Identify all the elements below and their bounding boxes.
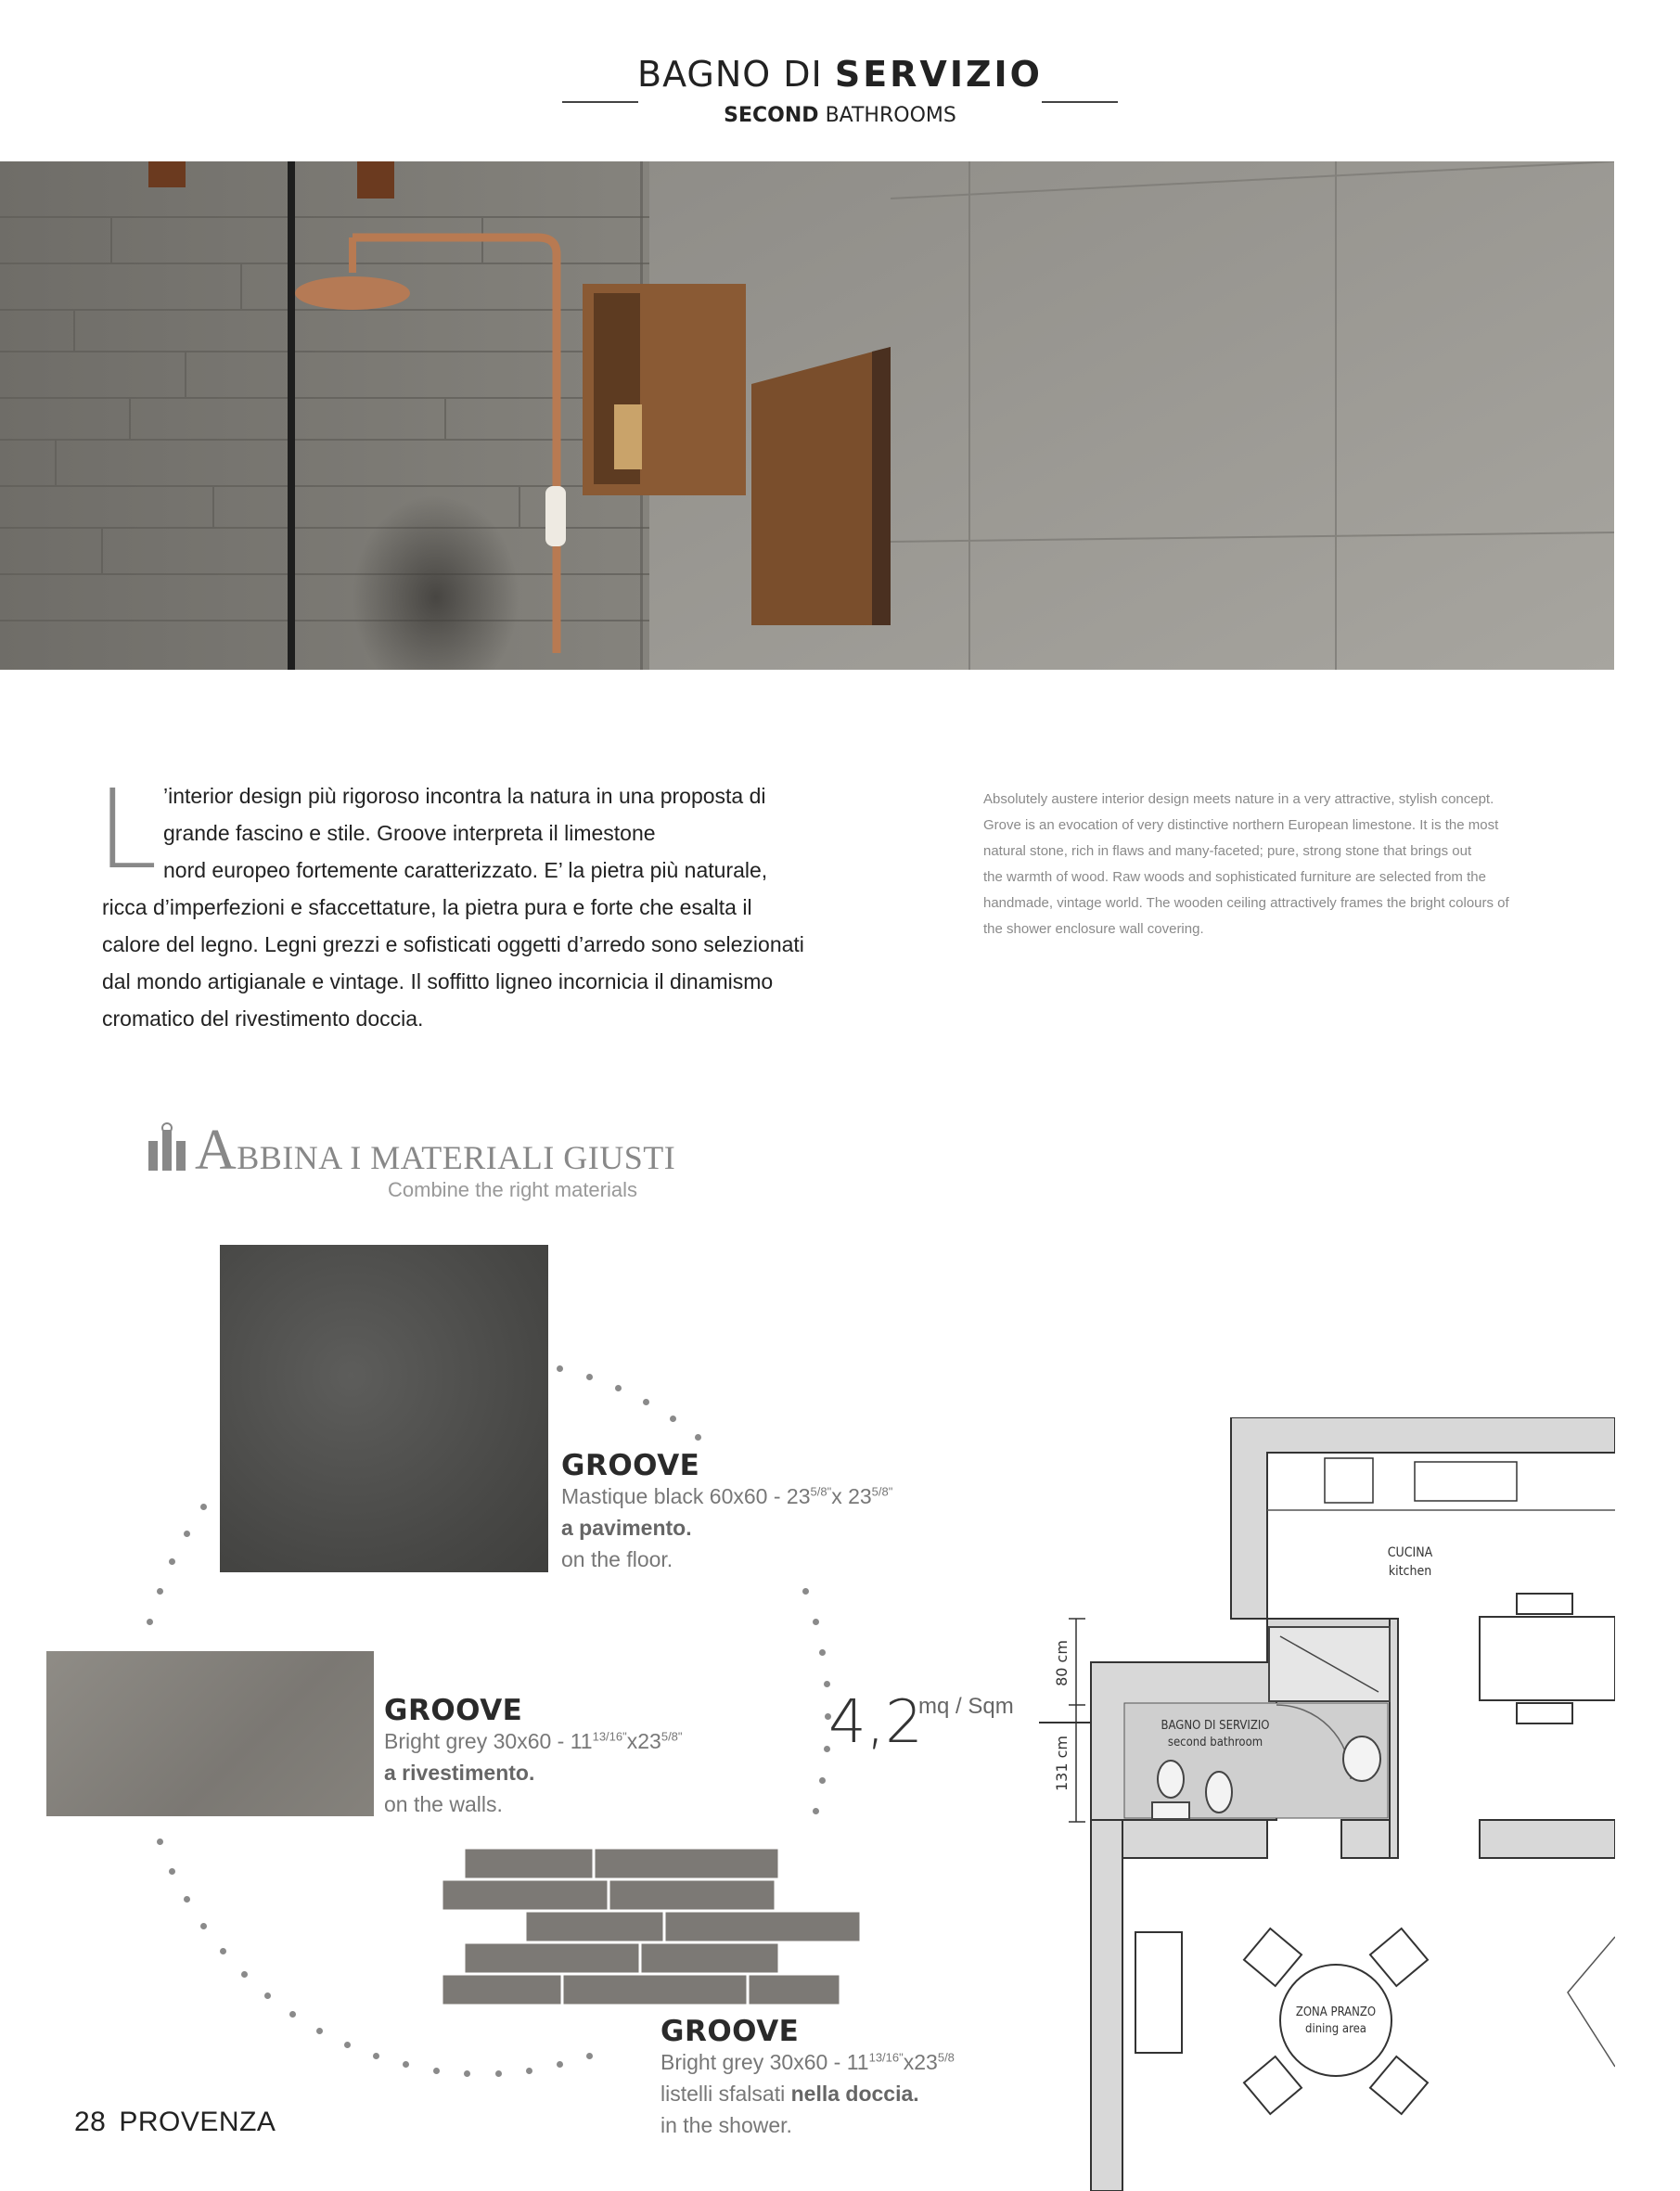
ring-dot (526, 2068, 532, 2074)
english-intro-text (983, 787, 1558, 942)
ring-dot (157, 1839, 163, 1845)
floor-plan (1048, 1417, 1615, 2191)
material-3-spec: Bright grey $30x60 - 11^{13/16"}x23^{5/8}$ (660, 2050, 955, 2074)
it-line-3: nord europeo fortemente caratterizzato. E’ la pietra più naturale, (163, 858, 768, 882)
ring-dot (433, 2068, 440, 2074)
it-line-1: ’interior design più rigoroso incontra la natura in una proposta di (163, 784, 766, 808)
shower-photo-illustration (0, 161, 1614, 670)
material-3-use-en: in the shower. (660, 2113, 792, 2137)
tile-listelli-shower (442, 1848, 861, 2015)
ring-dot (670, 1416, 676, 1422)
ring-dot (200, 1504, 207, 1510)
ring-dot (557, 1365, 563, 1372)
ring-dot (824, 1681, 830, 1687)
page-footer (74, 2107, 276, 2138)
en-line-4: the warmth of wood. Raw woods and sophisticated furniture are selected from the (983, 869, 1486, 885)
dining-label-en: dining area (1305, 2022, 1366, 2036)
it-line-6: dal mondo artigianale e vintage. Il soffitto ligneo incornicia il dinamismo (102, 969, 774, 993)
material-2-name: GROOVE (384, 1694, 523, 1727)
ring-dot (147, 1619, 153, 1625)
ring-dot (802, 1588, 809, 1595)
page-subtitle: SECOND BATHROOMS (724, 104, 956, 127)
material-1-use: a pavimento. (561, 1516, 692, 1540)
bathroom-label-en: second bathroom (1167, 1736, 1263, 1749)
ring-dot (615, 1385, 622, 1391)
ring-dot (586, 1374, 593, 1380)
ring-dot (557, 2061, 563, 2068)
material-1-spec: Mastique black $60x60 - 23^{5/8"}x$ $23^{5/8"}$ (561, 1484, 893, 1508)
ring-dot (184, 1896, 190, 1903)
ring-dot (264, 1992, 271, 1999)
ring-dot (241, 1971, 248, 1978)
abbina-subheading: Combine the right materials (388, 1178, 638, 1201)
dimension-131cm: 131 cm (1053, 1735, 1071, 1792)
ring-dot (344, 2042, 351, 2048)
ring-dot (819, 1777, 826, 1784)
material-1-use-en: on the floor. (561, 1547, 673, 1571)
ring-dot (220, 1948, 226, 1954)
material-2-use-en: on the walls. (384, 1792, 503, 1816)
material-2-spec: Bright grey $30x60 - 11^{13/16"}x23^{5/8"}$ (384, 1729, 683, 1753)
en-line-6: the shower enclosure wall covering. (983, 921, 1204, 937)
kitchen-label-en: kitchen (1388, 1564, 1432, 1579)
italian-intro-text (102, 777, 807, 1037)
ring-dot (403, 2061, 409, 2068)
material-3-use: listelli sfalsati nella doccia. (660, 2082, 919, 2106)
ring-dot (643, 1399, 649, 1405)
en-line-2: Grove is an evocation of very distinctive northern European limestone. It is the most (983, 817, 1499, 833)
ring-dot (586, 2053, 593, 2059)
tile-mastique-black (220, 1245, 548, 1572)
ring-dot (169, 1868, 175, 1875)
dropcap-letter: L (96, 765, 158, 893)
kitchen-label: CUCINA (1387, 1545, 1433, 1560)
ring-dot (819, 1649, 826, 1656)
it-line-5: calore del legno. Legni grezzi e sofisticati oggetti d’arredo sono selezionati (102, 932, 804, 956)
dining-label: ZONA PRANZO (1295, 2005, 1377, 2019)
area-value: 4,2 (828, 1688, 923, 1757)
ring-dot (495, 2070, 502, 2077)
footer-label: PROVENZA (119, 2107, 276, 2137)
clothespin-icon (147, 1122, 187, 1172)
shower-photo (0, 161, 1614, 670)
bathroom-label: BAGNO DI SERVIZIO (1161, 1719, 1270, 1733)
ring-dot (813, 1808, 819, 1814)
header-rule-right (1042, 101, 1118, 103)
ring-dot (200, 1923, 207, 1929)
it-line-7: cromatico del rivestimento doccia. (102, 1006, 424, 1031)
ring-dot (184, 1531, 190, 1537)
en-line-5: handmade, vintage world. The wooden ceiling attractively frames the bright colours of (983, 895, 1509, 911)
abbina-heading: ABBINA I MATERIALI GIUSTI (195, 1119, 676, 1182)
it-line-4: ricca d’imperfezioni e sfaccettature, la pietra pura e forte che esalta il (102, 895, 752, 919)
ring-dot (157, 1588, 163, 1595)
ring-dot (169, 1558, 175, 1565)
ring-dot (316, 2028, 323, 2034)
en-line-1: Absolutely austere interior design meets nature in a very attractive, stylish concept. (983, 791, 1494, 807)
ring-dot (289, 2011, 296, 2018)
ring-dot (695, 1434, 701, 1441)
tile-bright-grey (46, 1651, 374, 1816)
ring-dot (813, 1619, 819, 1625)
page-title: BAGNO DI SERVIZIO (637, 54, 1043, 95)
ring-dot (464, 2070, 470, 2077)
page-number: 28 (74, 2107, 107, 2137)
dimension-80cm: 80 cm (1053, 1640, 1071, 1686)
header-rule-left (562, 101, 638, 103)
material-1-name: GROOVE (561, 1449, 700, 1482)
ring-dot (373, 2053, 379, 2059)
material-2-use: a rivestimento. (384, 1761, 535, 1785)
en-line-3: natural stone, rich in flaws and many-faceted; pure, strong stone that brings out (983, 843, 1472, 859)
material-3-name: GROOVE (660, 2015, 800, 2048)
it-line-2: grande fascino e stile. Groove interpreta il limestone (163, 821, 656, 845)
area-unit: mq / Sqm (918, 1694, 1014, 1719)
